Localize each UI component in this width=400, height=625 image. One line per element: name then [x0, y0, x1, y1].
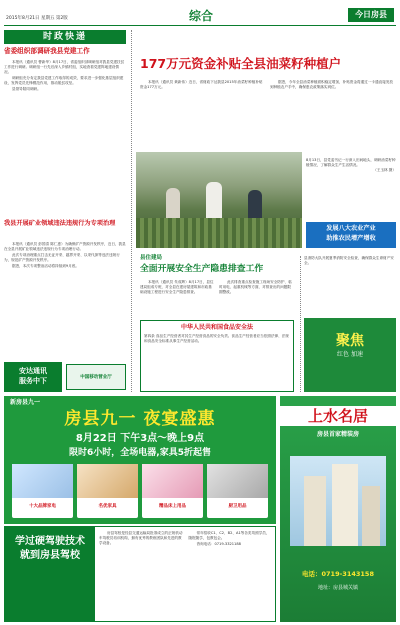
- masthead: [348, 8, 394, 22]
- realestate-addr: 地址：房县城关镇: [317, 585, 358, 591]
- photo-callout-line2: 助推农民增产增收: [326, 235, 376, 242]
- news-banner-text: 时政快递: [42, 32, 87, 42]
- telecom-ad-side-text: 中国移动营业厅: [80, 375, 112, 380]
- date-line: 2015年8月21日 星期五 第2版: [6, 16, 68, 21]
- driving-school-headline-box: [5, 527, 95, 622]
- driving-school-ad[interactable]: [4, 526, 276, 622]
- promo-item: [77, 464, 138, 518]
- paragraph: 咨询电话：0719-3321188: [196, 542, 241, 546]
- telecom-ad-box: [4, 362, 62, 392]
- photo-crops: [136, 218, 302, 248]
- driving-school-headline: 学过硬驾驶技术 就到房县驾校: [15, 536, 85, 561]
- telecom-ad[interactable]: [4, 362, 126, 392]
- focus-ad-line2: 红色 加速: [337, 351, 363, 358]
- photo-person: [248, 190, 262, 220]
- photo-person: [206, 182, 222, 220]
- photo-person: [166, 188, 180, 220]
- paragraph: 本报讯（通讯员 曹新华）8月17日，省委组织部调研组对我县党建扶贫工作进行调研。调研组一行先后深入乡镇村组，实地查看党建阵地建设情况。: [4, 60, 125, 74]
- paragraph: 据悉，本次专项整治活动将持续到9月底。: [12, 264, 79, 268]
- driving-school-body: [99, 531, 273, 619]
- safety-kicker: 县住建局: [140, 255, 163, 261]
- realestate-building: [290, 456, 386, 546]
- paragraph: 本报讯（通讯员 黄新伟）近日，省财政下达我县2015年油菜籽种植补贴资金177万元。: [140, 80, 263, 89]
- story2-body: [4, 242, 126, 360]
- photo-credit: （王玉林 摄）: [373, 168, 396, 172]
- promo-item-image: [142, 464, 203, 498]
- paragraph: 常年招收C1、C2、B2、A1等各类驾照学员，随报随学，包教包会。: [188, 531, 270, 540]
- promo-date: 8月22日 下午3点～晚上9点: [75, 433, 205, 444]
- promo-item-label: 十大品牌家电: [29, 504, 56, 509]
- photo-callout-line1: 发展八大农业产业: [326, 225, 376, 232]
- promo-items: [12, 464, 268, 518]
- telecom-ad-line2: 服务中下: [19, 377, 47, 385]
- building-shape: [362, 486, 380, 546]
- paragraph: 此次排查重点检查施工现场安全防护、临时用电、起重机械等方面，对排查出的问题限期整改。: [219, 280, 292, 294]
- paragraph: 此次专项治理重点打击无证开采、越界开采、以采代探等违法违规行为，规范矿产资源开发秩序。: [4, 253, 120, 262]
- promo-brand: 新房县九一: [10, 399, 41, 406]
- building-shape: [332, 464, 358, 546]
- promo-item-label: 厨卫用品: [228, 504, 247, 509]
- focus-ad-line1: 聚焦: [336, 333, 364, 349]
- photo-caption: [306, 158, 396, 218]
- telecom-ad-line1: 安达通讯: [19, 367, 47, 375]
- promo-item-image: [12, 464, 73, 498]
- main-column-divider: [131, 30, 132, 392]
- paragraph: 本报讯（通讯员 彭国清 陈仁惠）为确保矿产资源开发秩序，近日，我县在全县开展矿业领域违法违规行为专项治理行动。: [4, 242, 126, 251]
- main-story-body: [140, 80, 394, 148]
- news-banner: [4, 30, 126, 44]
- promo-sub: 限时6小时，全场电器,家具5折起售: [69, 448, 211, 458]
- page-header: [4, 2, 396, 26]
- telecom-ad-side: [66, 364, 126, 390]
- paragraph: 本报讯（通讯员 朱成辉）8月17日，县住建局组成专班，对全县在建房屋建筑和市政基础设施工程进行安全生产隐患排查。: [140, 280, 214, 294]
- promo-item-label: 精品床上用品: [159, 504, 186, 509]
- masthead-text: 今日房县: [355, 10, 387, 19]
- story2-title: 我县开展矿业领域违法违规行为专项治理: [4, 220, 116, 227]
- promo-item-label: 名优家具: [98, 504, 117, 509]
- promo-item-image: [77, 464, 138, 498]
- photo-callout: [306, 222, 396, 248]
- realestate-phone: 电话：0719-3143158: [302, 570, 374, 578]
- photo-caption-text: 8月13日，县党委书记一行深入田间地头，调研油菜籽种植情况，了解群众生产生活情况。: [306, 158, 396, 167]
- building-shape: [304, 476, 326, 546]
- right-divider: [300, 256, 301, 392]
- right-brief: [304, 256, 396, 314]
- realestate-ad[interactable]: [280, 396, 396, 622]
- paragraph: 县领导陪同调研。: [12, 87, 41, 91]
- law-box: [140, 320, 294, 392]
- realestate-brand: 上水名居: [280, 406, 396, 426]
- story1-title: 省委组织部调研我县党建工作: [4, 47, 90, 55]
- law-body: 第四条 食品生产经营者对其生产经营食品的安全负责。食品生产经营者应当依照法律、法规和食品安全标准从事生产经营活动。: [144, 334, 289, 343]
- promo-item-image: [207, 464, 268, 498]
- paragraph: 房县驾校是经县交通运输局批准成立的正规机动车驾驶员培训机构，拥有优秀的教练团队和先进的教学设备。: [99, 531, 183, 545]
- focus-ad[interactable]: [304, 318, 396, 392]
- main-headline: 177万元资金补贴全县油菜籽种植户: [140, 56, 342, 71]
- field-photo: [136, 152, 302, 248]
- right-brief-text: 县消防大队开展夏季消防安全检查，确保群众生命财产安全。: [304, 256, 394, 265]
- paragraph: 据悉，今年全县油菜种植面积稳定增加，补贴资金将通过一卡通直接发放到种植农户手中，确保惠农政策落实到位。: [270, 80, 393, 89]
- promo-item: [12, 464, 73, 518]
- paragraph: 调研组充分肯定我县党建工作取得的成效，要求进一步强化基层组织建设，发挥党员先锋模范作用，推动脱贫攻坚。: [4, 76, 124, 85]
- promo-ad[interactable]: [4, 396, 276, 524]
- promo-item: [207, 464, 268, 518]
- realestate-line1: 房县首家精装房: [316, 431, 359, 438]
- left-column: [4, 30, 126, 360]
- safety-body: [140, 280, 294, 316]
- section-title: 综合: [189, 9, 214, 23]
- promo-headline: 房县九一 夜宴盛惠: [64, 409, 216, 429]
- story1-body: [4, 60, 126, 180]
- promo-item: [142, 464, 203, 518]
- safety-headline: 全面开展安全生产隐患排查工作: [140, 264, 264, 274]
- law-title: 中华人民共和国食品安全法: [180, 324, 253, 331]
